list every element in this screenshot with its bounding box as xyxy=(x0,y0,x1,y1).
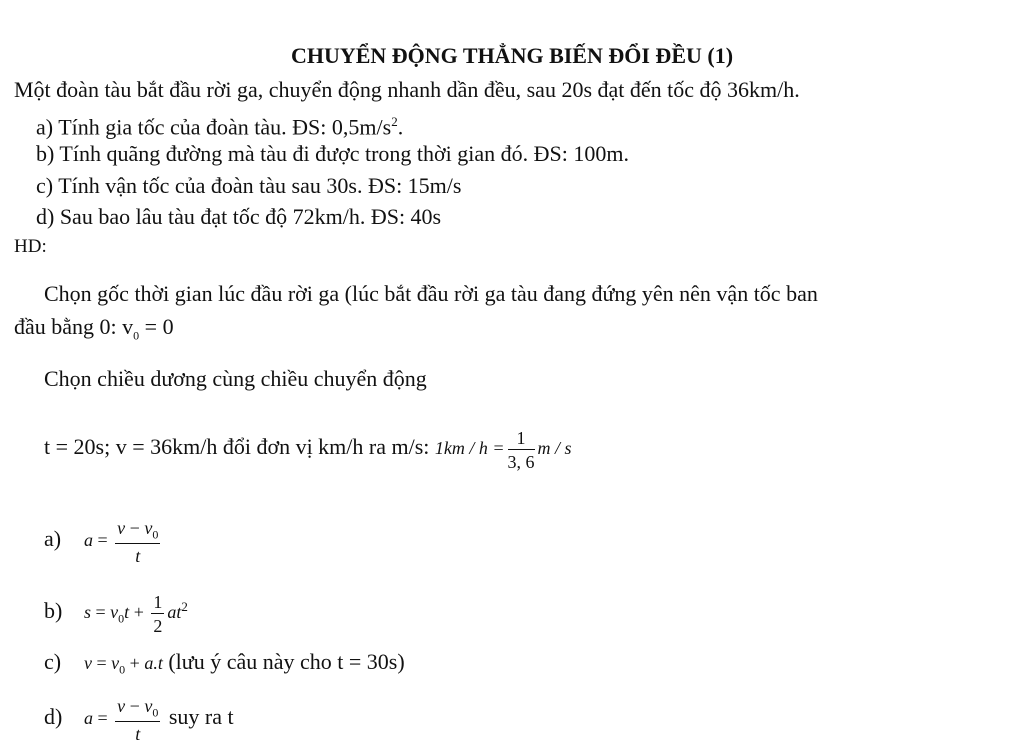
solution-line-1b xyxy=(14,313,174,349)
part-b: b) Tính quãng đường mà tàu đi được trong thời gian đó. ĐS: 100m. xyxy=(36,141,630,166)
acceleration-formula: a = $\frac{v - v_0}{t}$ xyxy=(84,518,159,566)
step-c-label: c) xyxy=(44,649,62,674)
part-a-text: a) Tính gia tốc của đoàn tàu. ĐS: 0,5m/s xyxy=(36,114,392,140)
solution-line-1a: Chọn gốc thời gian lúc đầu rời ga (lúc bắt đầu rời ga tàu đang đứng yên nên vận tốc ban xyxy=(44,281,818,306)
conversion-unit: m / s xyxy=(537,438,572,458)
page-title: CHUYỂN ĐỘNG THẲNG BIẾN ĐỔI ĐỀU (1) xyxy=(290,43,734,68)
part-a-exponent: 2 xyxy=(391,114,398,129)
part-a-tail: . xyxy=(397,114,404,140)
time-formula: a = $\frac{v - v_0}{t}$ xyxy=(84,696,159,744)
step-a-label: a) xyxy=(44,526,62,551)
step-d xyxy=(44,690,234,745)
conversion-denominator: 3, 6 xyxy=(507,451,535,472)
conversion-numerator: 1 xyxy=(508,429,535,450)
solution-line-1b-text: đầu bằng 0: v xyxy=(14,314,134,339)
step-c xyxy=(44,648,405,684)
step-d-note: suy ra t xyxy=(168,704,234,729)
part-d: d) Sau bao lâu tàu đạt tốc độ 72km/h. ĐS: 40s xyxy=(36,204,442,229)
solution-line-2: Chọn chiều dương cùng chiều chuyển động xyxy=(44,366,427,391)
part-a xyxy=(36,108,403,141)
v0-subscript: 0 xyxy=(133,328,140,343)
problem-statement: Một đoàn tàu bắt đầu rời ga, chuyển động nhanh dần đều, sau 20s đạt đến tốc độ 36km/h. xyxy=(14,77,800,102)
velocity-formula: $v = v_0 + a.t$ xyxy=(84,653,163,677)
part-c: c) Tính vận tốc của đoàn tàu sau 30s. ĐS: 15m/s xyxy=(36,173,462,198)
conversion-fraction xyxy=(508,429,535,471)
acceleration-fraction: $\frac{v - v_0}{t}$ xyxy=(117,518,159,566)
step-a xyxy=(44,512,163,567)
time-fraction: $\frac{v - v_0}{t}$ xyxy=(117,696,159,744)
solution-line-3 xyxy=(44,418,572,477)
distance-formula: $s = v_0t$ + $\frac{1}{2}$ $at^2$ xyxy=(84,591,188,636)
step-b xyxy=(44,580,188,646)
half-fraction: $\frac{1}{2}$ xyxy=(153,591,163,636)
conversion-lhs: 1km / h = xyxy=(434,438,505,458)
solution-line-1b-tail: = 0 xyxy=(139,314,174,339)
hd-label: HD: xyxy=(14,236,47,257)
step-c-note: (lưu ý câu này cho t = 30s) xyxy=(168,649,405,674)
step-b-label: b) xyxy=(44,598,63,623)
conversion-formula xyxy=(434,427,572,472)
solution-line-3-text: t = 20s; v = 36km/h đổi đơn vị km/h ra m/s: xyxy=(44,434,430,459)
step-d-label: d) xyxy=(44,704,63,729)
